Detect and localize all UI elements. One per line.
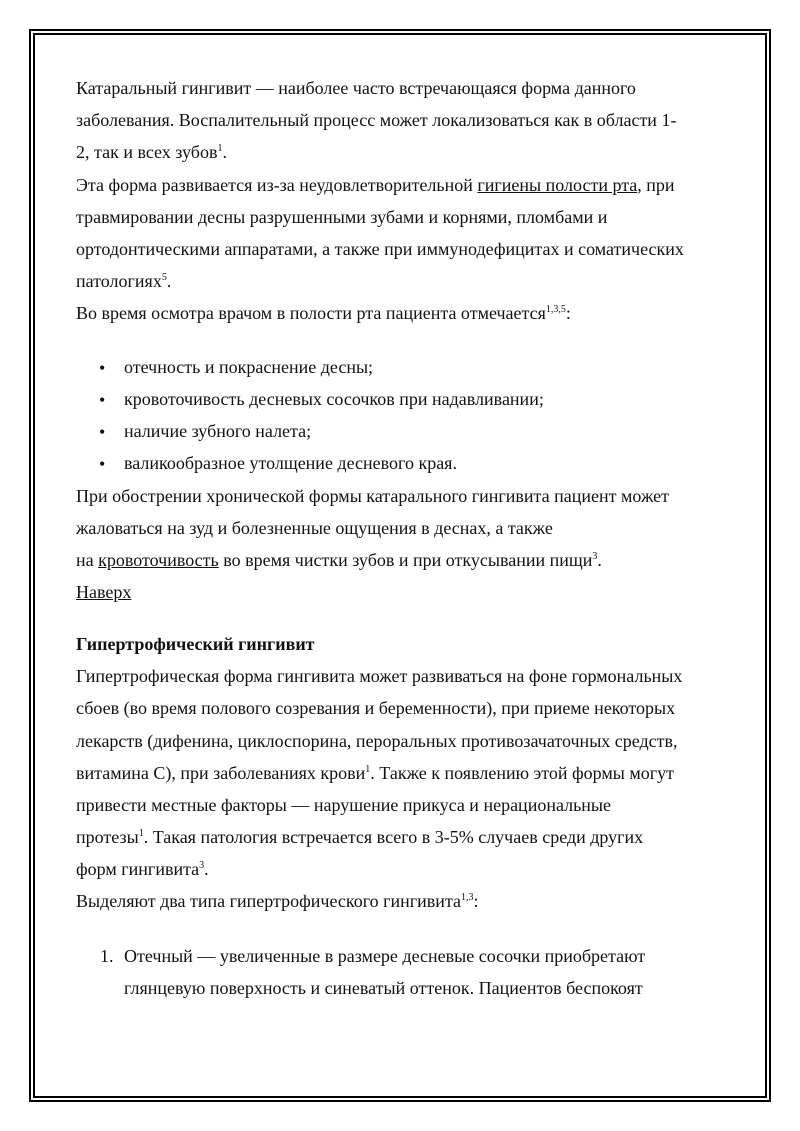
paragraph-line: [76, 173, 675, 197]
text: . Также к появлению этой формы могут: [370, 763, 675, 783]
footnote-ref[interactable]: 1: [138, 828, 144, 839]
text: . Такая патология встречается всего в 3-5% случаев среди других: [143, 827, 644, 847]
paragraph-line: [76, 889, 479, 913]
paragraph-line: [76, 580, 131, 604]
paragraph-line: [76, 857, 209, 881]
bleeding-link[interactable]: кровоточивость: [98, 550, 219, 570]
footnote-ref[interactable]: 1: [365, 764, 371, 775]
text: При обострении хронической формы катарального гингивита пациент может: [76, 486, 670, 506]
text: жаловаться на зуд и болезненные ощущения в деснах, а также: [76, 518, 553, 538]
text: протезы: [76, 827, 139, 847]
list-item-continuation: [124, 976, 643, 1000]
bullet-icon: •: [99, 422, 106, 442]
paragraph-line: [76, 761, 674, 785]
text: патологиях: [76, 271, 162, 291]
text: .: [204, 859, 209, 879]
paragraph-line: [76, 516, 553, 540]
text: травмировании десны разрушенными зубами и корнями, пломбами и: [76, 207, 608, 227]
text: Катаральный гингивит — наиболее часто встречающаяся форма данного: [76, 78, 636, 98]
text: на: [76, 550, 99, 570]
footnote-ref[interactable]: 1,3,5: [545, 304, 566, 315]
text: , при: [637, 175, 675, 195]
paragraph-line: [76, 237, 684, 261]
text: глянцевую поверхность и синеватый оттенок. Пациентов беспокоят: [124, 978, 643, 998]
list-item: [124, 355, 373, 379]
bullet-icon: •: [99, 454, 106, 474]
list-item: [124, 387, 544, 411]
paragraph-line: [76, 664, 682, 688]
text: витамина С), при заболеваниях крови: [76, 763, 366, 783]
paragraph-line: [76, 76, 636, 100]
text: Эта форма развивается из-за неудовлетворительной: [76, 175, 478, 195]
text: отечность и покраснение десны;: [124, 357, 374, 377]
text: валикообразное утолщение десневого края.: [124, 453, 457, 473]
list-item: [124, 944, 645, 968]
footnote-ref[interactable]: 5: [161, 272, 167, 283]
text: Во время осмотра врачом в полости рта пациента отмечается: [76, 303, 546, 323]
text: .: [166, 271, 172, 291]
paragraph-line: [76, 696, 675, 720]
text: .: [222, 142, 227, 162]
footnote-ref[interactable]: 3: [199, 860, 205, 871]
text: ортодонтическими аппаратами, а также при иммунодефицитах и соматических: [76, 239, 684, 259]
text: заболевания. Воспалительный процесс может локализоваться как в области 1-: [76, 110, 677, 130]
paragraph-line: [76, 301, 571, 325]
paragraph-line: [76, 140, 227, 164]
footnote-ref[interactable]: 3: [592, 551, 598, 562]
paragraph-line: [76, 793, 611, 817]
text: Гипертрофическая форма гингивита может развиваться на фоне гормональных: [76, 666, 683, 686]
paragraph-line: [76, 205, 607, 229]
back-to-top-link[interactable]: Наверх: [76, 582, 132, 602]
text: :: [473, 891, 479, 911]
text: привести местные факторы — нарушение прикуса и нерациональные: [76, 795, 612, 815]
paragraph-line: [76, 825, 643, 849]
paragraph-line: [76, 729, 678, 753]
paragraph-line: [76, 548, 602, 572]
list-item: [124, 451, 457, 475]
text: форм гингивита: [76, 859, 200, 879]
text: 2, так и всех зубов: [76, 142, 218, 162]
text: лекарств (дифенина, циклоспорина, пероральных противозачаточных средств,: [76, 731, 678, 751]
text: сбоев (во время полового созревания и беременности), при приеме некоторых: [76, 698, 676, 718]
section-heading: Гипертрофический гингивит: [76, 634, 315, 654]
paragraph-line: [76, 269, 171, 293]
text: Отечный — увеличенные в размере десневые сосочки приобретают: [124, 946, 646, 966]
paragraph-line: [76, 108, 676, 132]
text: кровоточивость десневых сосочков при надавливании;: [124, 389, 544, 409]
bullet-icon: •: [99, 390, 106, 410]
text: :: [565, 303, 571, 323]
footnote-ref[interactable]: 1: [217, 143, 223, 154]
footnote-ref[interactable]: 1,3: [461, 892, 474, 903]
list-item: [124, 419, 311, 443]
text: Выделяют два типа гипертрофического гингивита: [76, 891, 462, 911]
list-number: 1.: [100, 946, 114, 966]
oral-hygiene-link[interactable]: гигиены полости рта: [477, 175, 638, 195]
text: наличие зубного налета;: [124, 421, 312, 441]
text: .: [597, 550, 602, 570]
paragraph-line: [76, 484, 669, 508]
bullet-icon: •: [99, 358, 106, 378]
text: во время чистки зубов и при откусывании пищи: [218, 550, 593, 570]
